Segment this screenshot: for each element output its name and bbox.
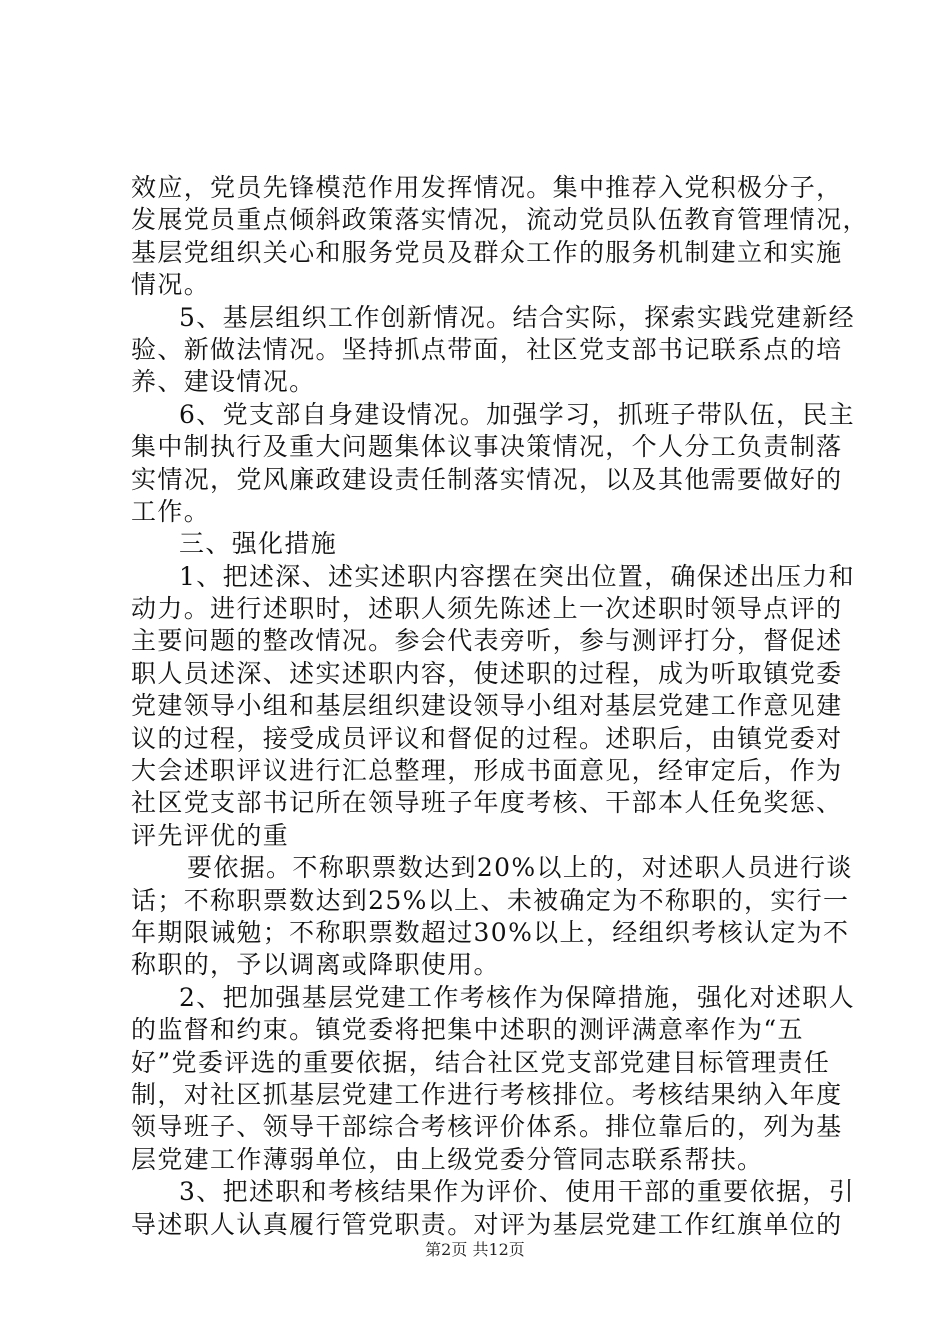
text-line: 基层党组织关心和服务党员及群众工作的服务机制建立和实施: [131, 237, 843, 267]
text-line: 的监督和约束。镇党委将把集中述职的测评满意率作为“五: [131, 1015, 804, 1045]
text-line: 话；不称职票数达到25%以上、未被确定为不称职的，实行一: [131, 885, 850, 915]
text-line: 实情况，党风廉政建设责任制落实情况，以及其他需要做好的: [131, 464, 843, 494]
section-heading: 三、强化措施: [179, 529, 338, 559]
text-line: 养、建设情况。: [131, 367, 316, 397]
text-line: 验、新做法情况。坚持抓点带面，社区党支部书记联系点的培: [131, 334, 843, 364]
text-line: 年期限诫勉；不称职票数超过30%以上，经组织考核认定为不: [131, 917, 850, 947]
text-line: 好”党委评选的重要依据，结合社区党支部党建目标管理责任: [131, 1047, 831, 1077]
text-line: 大会述职评议进行汇总整理，形成书面意见，经审定后，作为: [131, 756, 843, 786]
text-line: 动力。进行述职时，述职人须先陈述上一次述职时领导点评的: [131, 594, 843, 624]
text-line: 集中制执行及重大问题集体议事决策情况，个人分工负责制落: [131, 432, 843, 462]
text-line: 党建领导小组和基层组织建设领导小组对基层党建工作意见建: [131, 691, 843, 721]
text-line: 评先评优的重: [131, 820, 290, 850]
text-line: 1、把述深、述实述职内容摆在突出位置，确保述出压力和: [179, 561, 856, 591]
text-line: 制，对社区抓基层党建工作进行考核排位。考核结果纳入年度: [131, 1079, 843, 1109]
text-line: 领导班子、领导干部综合考核评价体系。排位靠后的，列为基: [131, 1112, 843, 1142]
text-line: 3、把述职和考核结果作为评价、使用干部的重要依据，引: [179, 1177, 856, 1207]
text-line: 6、党支部自身建设情况。加强学习，抓班子带队伍，民主: [179, 399, 856, 429]
text-line: 5、基层组织工作创新情况。结合实际，探索实践党建新经: [179, 302, 856, 332]
text-line: 层党建工作薄弱单位，由上级党委分管同志联系帮扶。: [131, 1144, 764, 1174]
text-line: 主要问题的整改情况。参会代表旁听，参与测评打分，督促述: [131, 626, 843, 656]
text-line: 情况。: [131, 270, 211, 300]
text-line: 称职的，予以调离或降职使用。: [131, 950, 500, 980]
text-line: 效应，党员先锋模范作用发挥情况。集中推荐入党积极分子，: [131, 173, 843, 202]
text-line: 2、把加强基层党建工作考核作为保障措施，强化对述职人: [179, 982, 856, 1012]
text-line: 导述职人认真履行管党职责。对评为基层党建工作红旗单位的: [131, 1209, 843, 1239]
document-body: [131, 172, 869, 1241]
text-line: 社区党支部书记所在领导班子年度考核、干部本人任免奖惩、: [131, 788, 843, 818]
text-line: 职人员述深、述实述职内容，使述职的过程，成为听取镇党委: [131, 658, 843, 688]
text-line: 发展党员重点倾斜政策落实情况，流动党员队伍教育管理情况，: [131, 205, 869, 235]
text-line: 要依据。不称职票数达到20%以上的，对述职人员进行谈: [187, 853, 853, 883]
page-number-footer: 第2页 共12页: [425, 1240, 525, 1259]
text-line: 议的过程，接受成员评议和督促的过程。述职后，由镇党委对: [131, 723, 843, 753]
text-line: 工作。: [131, 496, 211, 526]
